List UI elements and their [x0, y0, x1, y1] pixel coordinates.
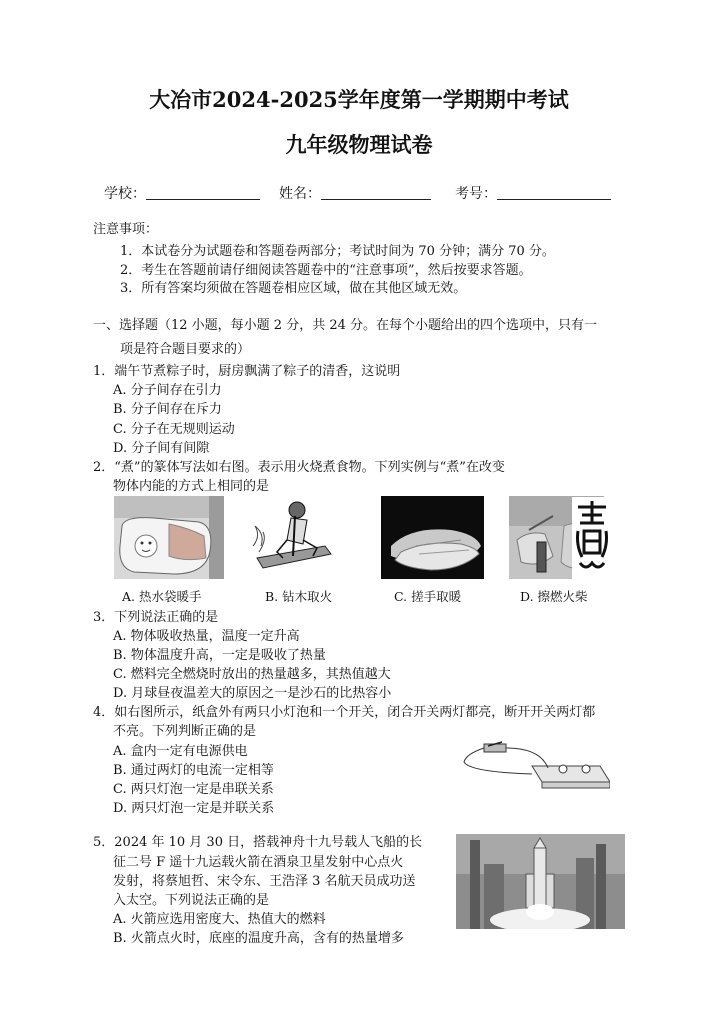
exam-no-label: 考号：	[455, 186, 497, 202]
hot-water-bag-image	[114, 496, 224, 579]
q1-option-a: A. 分子间存在引力	[113, 383, 222, 398]
q1-stem: 1．端午节煮粽子时，厨房飘满了粽子的清香，这说明	[93, 364, 401, 379]
q3-option-d: D. 月球昼夜温差大的原因之一是沙石的比热容小	[113, 686, 392, 701]
q1-option-b: B. 分子间存在斥力	[113, 402, 222, 417]
q2-caption-a: A. 热水袋暖手	[122, 589, 202, 604]
note-item: 1．本试卷分为试题卷和答题卷两部分；考试时间为 70 分钟；满分 70 分。	[120, 244, 555, 259]
q5-option-a: A. 火箭应选用密度大、热值大的燃料	[113, 912, 326, 927]
q2-caption-c: C. 搓手取暖	[394, 589, 462, 604]
q2-stem-cont: 物体内能的方式上相同的是	[113, 479, 270, 494]
q3-stem: 3．下列说法正确的是	[93, 610, 219, 625]
name-blank	[321, 185, 431, 200]
q4-stem-cont: 不亮。下列判断正确的是	[113, 724, 257, 739]
school-field	[104, 183, 260, 203]
seal-script-character-image	[572, 497, 612, 579]
q3-option-c: C. 燃料完全燃烧时放出的热量越多，其热值越大	[113, 667, 391, 682]
q2-stem: 2．“煮”的篆体写法如右图。表示用火烧煮食物。下列实例与“煮”在改变	[93, 460, 505, 475]
exam-subtitle: 九年级物理试卷	[285, 132, 433, 157]
notes-heading: 注意事项：	[93, 222, 159, 237]
exam-title: 大冶市2024-2025学年度第一学期期中考试	[149, 87, 569, 112]
section-heading-cont: 项是符合题目要求的）	[120, 342, 251, 357]
q5-stem-line2: 征二号 F 遥十九运载火箭在酒泉卫星发射中心点火	[113, 855, 404, 870]
q4-option-d: D. 两只灯泡一定是并联关系	[113, 801, 275, 816]
q2-caption-d: D. 擦燃火柴	[520, 589, 588, 604]
q5-stem-line3: 发射，将蔡旭哲、宋令东、王浩泽 3 名航天员成功送	[113, 874, 416, 889]
q5-stem-line1: 5．2024 年 10 月 30 日，搭载神舟十九号载人飞船的长	[93, 835, 423, 850]
q1-option-d: D. 分子间有间隙	[113, 441, 210, 456]
note-item: 2．考生在答题前请仔细阅读答题卷中的“注意事项”，然后按要求答题。	[120, 263, 532, 278]
drilling-fire-image	[247, 496, 341, 579]
school-blank	[146, 185, 260, 200]
circuit-box-figure	[460, 738, 610, 798]
rocket-launch-image	[456, 834, 625, 929]
q5-stem-line4: 入太空。下列说法正确的是	[113, 893, 270, 908]
note-item: 3．所有答案均须做在答题卷相应区域，做在其他区域无效。	[120, 281, 467, 296]
q3-option-b: B. 物体温度升高，一定是吸收了热量	[113, 648, 326, 663]
school-label: 学校：	[104, 186, 146, 202]
rubbing-hands-image	[381, 496, 484, 579]
exam-no-field	[455, 183, 611, 203]
q2-caption-b: B. 钻木取火	[265, 589, 333, 604]
q4-option-c: C. 两只灯泡一定是串联关系	[113, 782, 274, 797]
name-label: 姓名：	[279, 186, 321, 202]
name-field	[279, 183, 431, 203]
q4-option-a: A. 盒内一定有电源供电	[113, 744, 248, 759]
section-heading: 一、选择题（12 小题，每小题 2 分，共 24 分。在每个小题给出的四个选项中，只有一	[93, 318, 598, 333]
exam-no-blank	[497, 185, 611, 200]
q4-stem: 4．如右图所示，纸盒外有两只小灯泡和一个开关，闭合开关两灯都亮，断开开关两灯都	[93, 705, 596, 720]
q3-option-a: A. 物体吸收热量，温度一定升高	[113, 629, 300, 644]
q5-option-b: B. 火箭点火时，底座的温度升高，含有的热量增多	[113, 931, 404, 946]
q4-option-b: B. 通过两灯的电流一定相等	[113, 763, 274, 778]
q1-option-c: C. 分子在无规则运动	[113, 422, 235, 437]
